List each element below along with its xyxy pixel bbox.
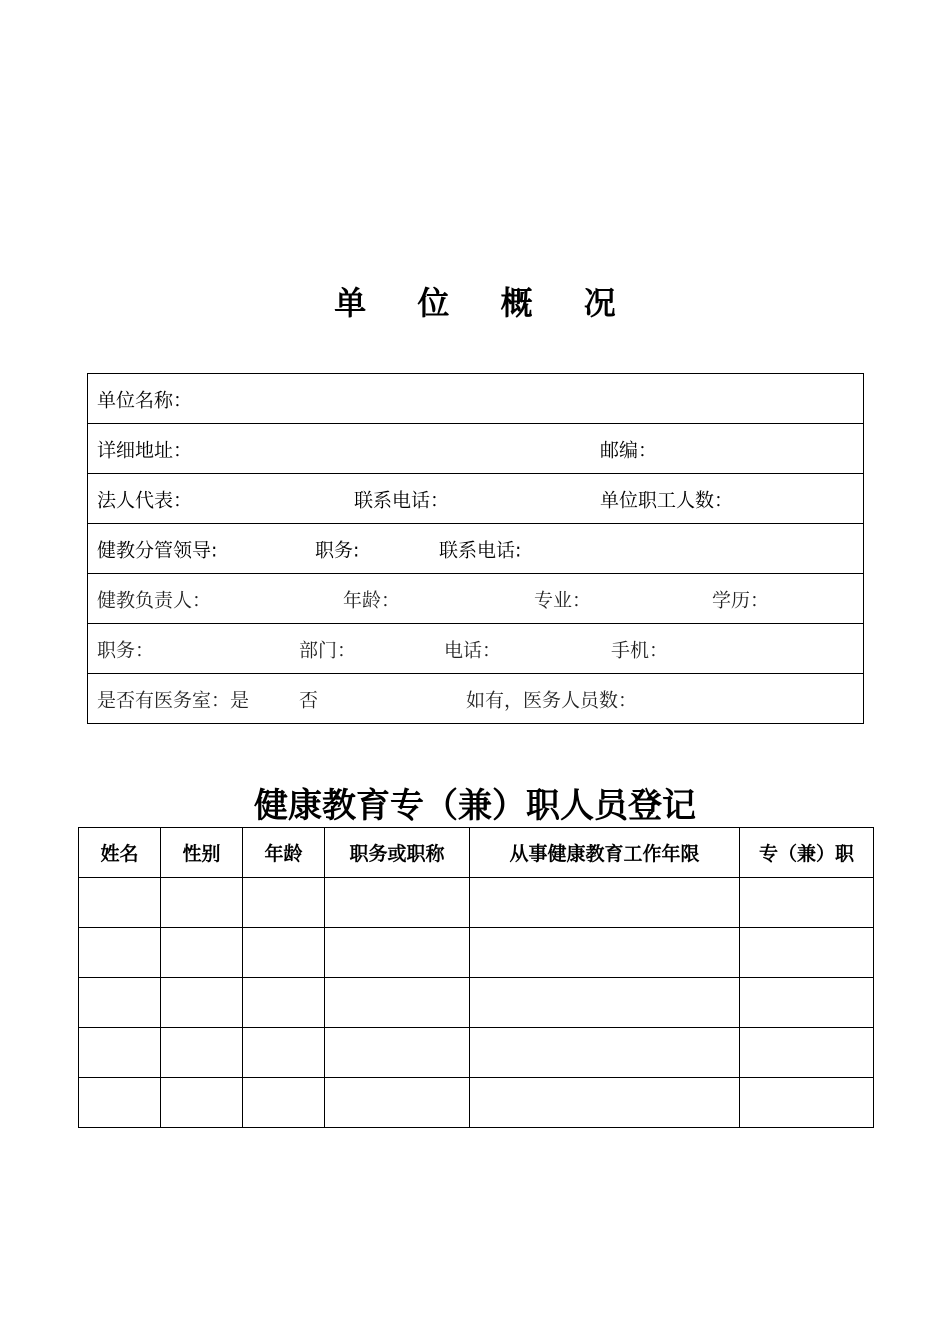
table-row [79,1028,874,1078]
phone-label: 联系电话： [354,489,450,511]
table-cell[interactable] [243,1028,325,1078]
table-cell[interactable] [325,1078,470,1128]
unit-name-field[interactable] [88,374,864,424]
table-cell[interactable] [740,1078,874,1128]
mobile-label: 手机： [611,639,669,661]
table-cell[interactable] [470,928,740,978]
table-cell[interactable] [161,878,243,928]
address-label: 详细地址： [97,439,193,461]
table-cell[interactable] [470,1028,740,1078]
table-row [79,1078,874,1128]
table-cell[interactable] [325,978,470,1028]
table-row [88,524,864,574]
table-cell[interactable] [740,978,874,1028]
table-row [79,878,874,928]
staff-registration-table [78,827,874,1128]
header-gender: 性别 [161,828,243,878]
leader-position-label: 职务: [315,539,360,561]
table-row [88,424,864,474]
table-row [88,374,864,424]
table-row [88,624,864,674]
address-row[interactable] [88,424,864,474]
responsible-person-row[interactable] [88,574,864,624]
major-label: 专业： [534,589,592,611]
leader-row[interactable] [88,524,864,574]
contact-row[interactable] [88,624,864,674]
table-cell[interactable] [470,878,740,928]
page-title: 单 位 概 况 [334,284,636,322]
table-cell[interactable] [161,1078,243,1128]
unit-overview-table [87,373,864,724]
header-name: 姓名 [79,828,161,878]
header-years: 从事健康教育工作年限 [470,828,740,878]
table-cell[interactable] [740,928,874,978]
header-fulltime: 专（兼）职 [740,828,874,878]
table-cell[interactable] [161,928,243,978]
clinic-label: 是否有医务室：是 [97,689,250,711]
table-cell[interactable] [325,878,470,928]
clinic-no-option: 否 [299,689,319,711]
table-cell[interactable] [79,978,161,1028]
table-row [79,978,874,1028]
tel-label: 电话： [444,639,502,661]
dept-label: 部门： [299,639,357,661]
education-label: 学历： [712,589,770,611]
table-cell[interactable] [740,1028,874,1078]
table-cell[interactable] [161,978,243,1028]
age-label: 年龄： [343,589,401,611]
header-title: 职务或职称 [325,828,470,878]
position-label: 职务： [97,639,155,661]
table-cell[interactable] [325,928,470,978]
table-row [88,574,864,624]
staff-count-label: 单位职工人数： [600,489,734,511]
table-cell[interactable] [79,928,161,978]
table-cell[interactable] [325,1028,470,1078]
table-cell[interactable] [79,878,161,928]
table-cell[interactable] [79,1078,161,1128]
table-row [88,474,864,524]
person-label: 健教负责人： [97,589,212,611]
table-cell[interactable] [243,978,325,1028]
table-row [79,928,874,978]
table-cell[interactable] [243,928,325,978]
table-cell[interactable] [470,1078,740,1128]
leader-label: 健教分管领导: [97,539,218,561]
table-cell[interactable] [243,878,325,928]
postcode-label: 邮编： [600,439,658,461]
table-cell[interactable] [470,978,740,1028]
table-cell[interactable] [243,1078,325,1128]
table-header-row [79,828,874,878]
table-cell[interactable] [161,1028,243,1078]
clinic-row[interactable] [88,674,864,724]
table-cell[interactable] [79,1028,161,1078]
staff-section-title: 健康教育专（兼）职人员登记 [254,786,696,826]
header-age: 年龄 [243,828,325,878]
table-row [88,674,864,724]
legal-rep-label: 法人代表： [97,489,193,511]
unit-name-label: 单位名称： [97,389,193,411]
table-cell[interactable] [740,878,874,928]
legal-rep-row[interactable] [88,474,864,524]
leader-phone-label: 联系电话: [439,539,522,561]
medical-staff-label: 如有，医务人员数： [466,689,638,711]
